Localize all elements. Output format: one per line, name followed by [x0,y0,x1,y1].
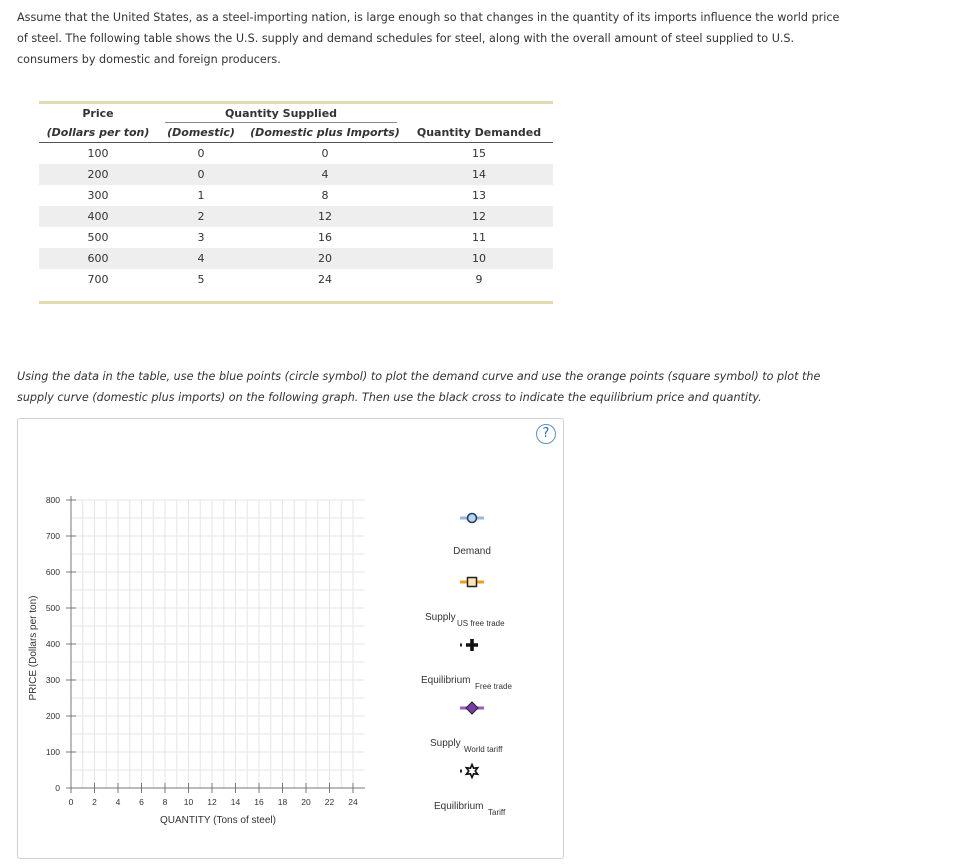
x-tick-label: 2 [92,797,97,807]
equilibrium-star-icon[interactable] [466,765,477,778]
cell-total: 4 [245,164,405,185]
cell-total: 12 [245,206,405,227]
cell-total: 20 [245,248,405,269]
y-axis-label: PRICE (Dollars per ton) [28,595,39,701]
cell-price: 300 [87,189,109,202]
eq-free-sub: Free trade [475,682,512,691]
cell-domestic: 0 [157,164,245,185]
eq-tariff-label: Equilibrium [434,801,484,812]
supply-free-sub: US free trade [457,619,505,628]
y-tick-label: 600 [45,567,60,577]
cell-demanded: 11 [472,231,486,244]
supply-square-icon[interactable] [468,578,477,587]
x-axis-label: QUANTITY (Tons of steel) [160,815,276,826]
y-tick-label: 200 [45,711,60,721]
y-tick-label: 400 [45,639,60,649]
cell-total: 8 [321,189,329,202]
x-tick-label: 8 [162,797,168,807]
price-header: Price [82,107,114,120]
cell-demanded: 10 [405,248,553,269]
quantity-demanded-header: Quantity Demanded [405,123,553,143]
cell-total: 16 [318,231,332,244]
cell-domestic: 0 [197,147,205,160]
cell-demanded: 12 [405,206,553,227]
cell-domestic: 3 [197,231,205,244]
x-tick-label: 20 [301,797,311,807]
y-tick-label: 800 [45,495,60,505]
y-tick-label: 0 [55,783,60,793]
eq-free-label: Equilibrium [421,675,471,686]
cell-price: 500 [87,231,109,244]
cell-price: 700 [87,273,109,286]
supply-tariff-label: Supply [430,738,461,749]
instructions-paragraph: Using the data in the table, use the blue points (circle symbol) to plot the demand curve and use the orange points (square symbol) to plot the supply curve (domestic plus imports) on the following graph. Then use the black cross to indicate the equilibrium price and quantity. [17,370,821,404]
domestic-subheader: (Domestic) [157,123,245,143]
x-tick-label: 18 [277,797,288,807]
cell-total: 0 [321,147,329,160]
eq-tariff-sub: Tariff [488,808,506,817]
x-tick-label: 4 [115,797,121,807]
cell-price: 400 [39,206,157,227]
tariff-supply-diamond-icon[interactable] [466,702,478,714]
x-tick-label: 24 [348,797,358,807]
x-tick-label: 12 [207,797,217,807]
cell-demanded: 15 [472,147,486,160]
demand-circle-icon[interactable] [468,514,477,523]
y-tick-label: 500 [45,603,60,613]
supply-free-label: Supply [425,612,456,623]
demand-legend-label: Demand [453,546,491,557]
quantity-supplied-header: Quantity Supplied [157,104,405,123]
cell-price: 100 [87,147,109,160]
cell-domestic: 5 [197,273,205,286]
cell-price: 600 [39,248,157,269]
equilibrium-cross-icon[interactable] [466,639,478,651]
cell-price: 200 [39,164,157,185]
help-icon[interactable]: ? [536,424,556,444]
x-tick-label: 22 [324,797,335,807]
price-subheader: (Dollars per ton) [39,123,157,143]
y-tick-label: 300 [45,675,60,685]
cell-total: 24 [318,273,332,286]
x-tick-label: 10 [183,797,194,807]
cell-demanded: 14 [405,164,553,185]
cell-domestic: 4 [157,248,245,269]
intro-paragraph: Assume that the United States, as a steel-importing nation, is large enough so that changes in the quantity of its imports influence the world price of steel. The following table shows the U.S. supply and demand schedules for steel, along with the overall amount of steel supplied to U.S. consumers by domestic and foreign producers. [17,11,840,66]
imports-subheader: (Domestic plus Imports) [245,123,405,143]
cell-demanded: 9 [475,273,483,286]
x-tick-label: 14 [230,797,241,807]
y-tick-label: 100 [45,747,60,757]
cell-domestic: 1 [197,189,205,202]
supply-tariff-sub: World tariff [464,745,503,754]
x-tick-label: 6 [139,797,144,807]
x-tick-label: 16 [254,797,264,807]
x-tick-label: 0 [68,797,74,807]
y-tick-label: 700 [45,531,60,541]
cell-demanded: 13 [472,189,486,202]
cell-domestic: 2 [157,206,245,227]
